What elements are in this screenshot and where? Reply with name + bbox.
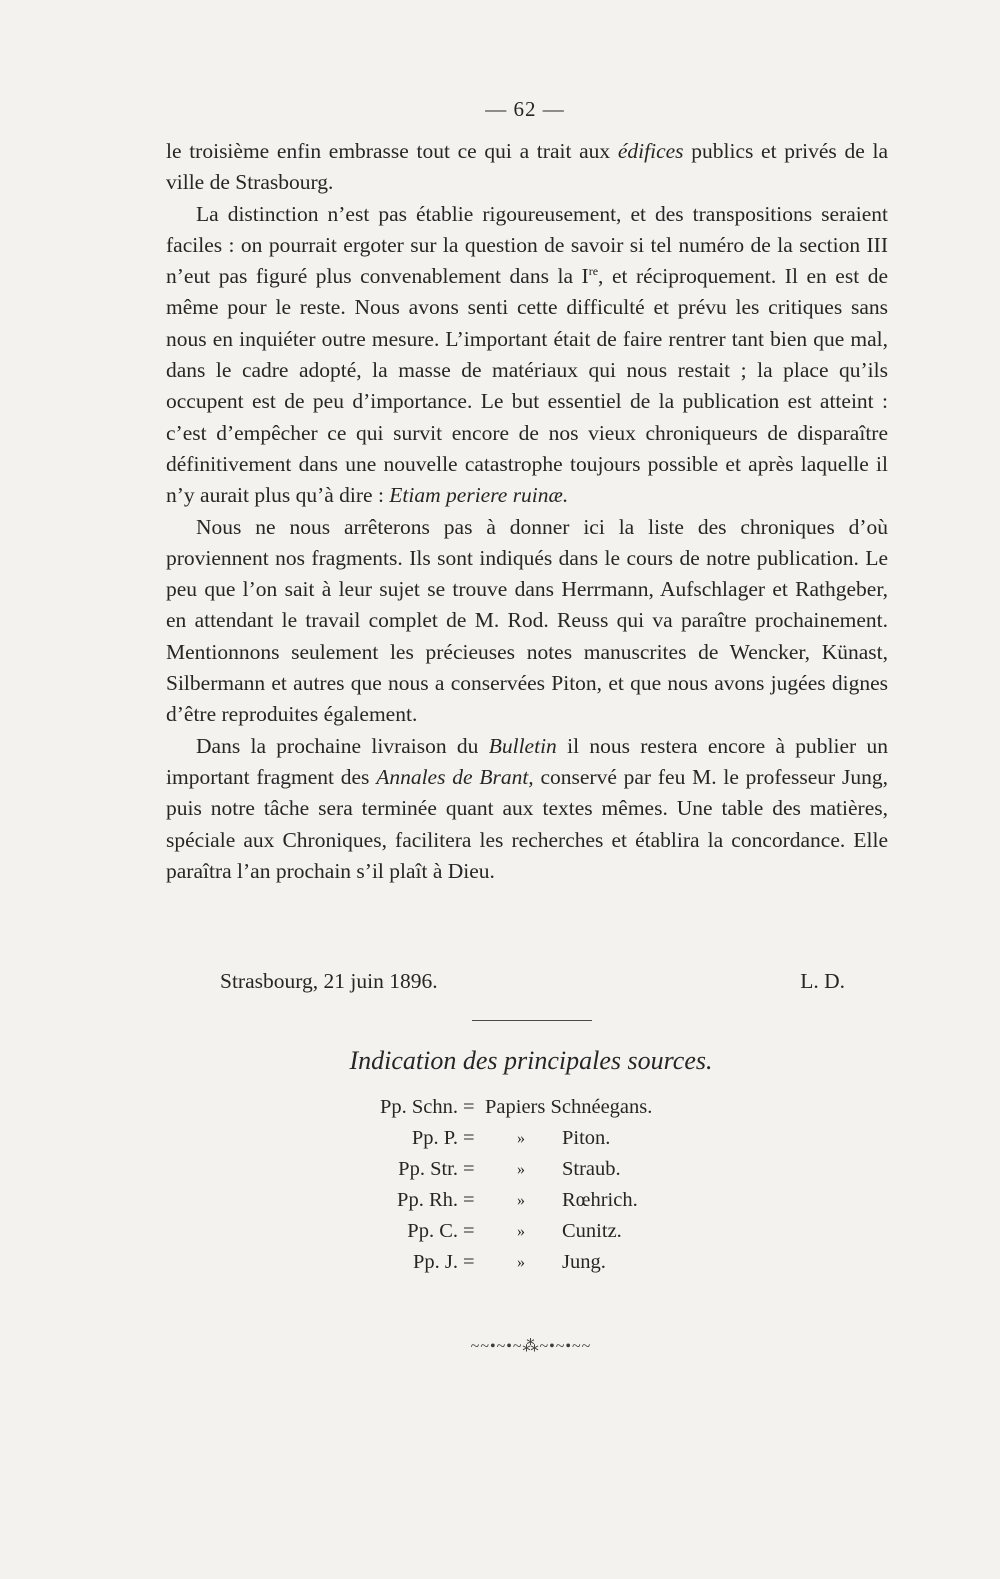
paragraph-1 <box>166 136 888 199</box>
source-abbreviation: Pp. Rh. <box>397 1189 458 1211</box>
italic-span: édifices <box>617 139 684 163</box>
text-run: le troisième enfin embrasse tout ce qui a trait aux <box>166 139 618 163</box>
source-ditto-mark: » <box>517 1223 525 1240</box>
text-run: il nous restera encore à publier un important fragment des <box>166 733 888 789</box>
source-abbreviation: Pp. Schn. <box>379 1096 458 1118</box>
source-row <box>0 1251 1000 1282</box>
paragraph-2 <box>166 199 888 512</box>
text-run: , et réciproquement. Il en est de même pour le reste. Nous avons senti cette difficulté et prévu les critiques sans nous en inquiéter outre mesure. L’important était de faire rentrer tant bien que mal, dans le cadre adopté, la masse de matériaux qui nous restait ; la place qu’ils occupent est de peu d’importance. Le but essentiel de la publication est atteint : c’est d’empêcher ce qui survit encore de nos vieux chroniqueurs de disparaître définitivement dans une nouvelle catastrophe toujours possible et après laquelle il n’y aurait plus qu’à dire : <box>166 264 888 508</box>
text-run: La distinction n’est pas établie rigoureusement, et des transpositions seraient faciles : on pourrait ergoter sur la question de savoir si tel numéro de la section III n’eut pas figuré plus convenablement dans la I <box>166 201 888 289</box>
source-row <box>0 1220 1000 1251</box>
source-ditto-mark: » <box>517 1130 525 1147</box>
italic-span: Bulletin <box>488 733 557 758</box>
source-row <box>0 1189 1000 1220</box>
source-ditto-mark: » <box>517 1254 525 1271</box>
source-name: Papiers Schnéegans. <box>485 1096 653 1118</box>
source-name: Cunitz. <box>562 1220 622 1242</box>
superscript: re <box>588 264 599 279</box>
text-run: publics et privés de la ville de Strasbourg. <box>166 139 889 195</box>
paragraph-4 <box>166 731 888 887</box>
signature-initials: L. D. <box>800 969 845 993</box>
text-run: conservé par feu M. le professeur Jung, puis notre tâche sera terminée quant aux textes mêmes. Une table des matières, spéciale aux Chroniques, facilitera les recherches et établira la concordance. Elle paraîtra l’an prochain s’il plaît à Dieu. <box>166 764 888 883</box>
sources-title: Indication des principales sources. <box>349 1046 713 1075</box>
signature-line <box>220 969 845 994</box>
separator-rule <box>472 1020 592 1021</box>
source-abbreviation: Pp. Str. <box>398 1158 458 1180</box>
source-equals: = <box>463 1127 475 1149</box>
source-equals: = <box>463 1251 475 1273</box>
source-abbreviation: Pp. J. <box>412 1251 458 1273</box>
signature-place-date: Strasbourg, 21 juin 1896. <box>220 969 438 993</box>
tailpiece-ornament: ~~•~•~⁂~•~•~~ <box>470 1338 592 1355</box>
source-name: Rœhrich. <box>562 1189 638 1211</box>
italic-span: Annales de Brant, <box>376 764 534 789</box>
source-abbreviation: Pp. C. <box>407 1220 458 1242</box>
source-equals: = <box>463 1220 475 1242</box>
source-row <box>0 1158 1000 1189</box>
source-ditto-mark: » <box>517 1161 525 1178</box>
source-equals: = <box>463 1189 475 1211</box>
page-number: — 62 — <box>485 97 565 121</box>
body-text <box>166 136 888 887</box>
source-ditto-mark: » <box>517 1192 525 1209</box>
source-abbreviation: Pp. P. <box>411 1127 458 1149</box>
source-row <box>0 1096 1000 1127</box>
italic-span: Etiam periere ruinæ. <box>389 483 569 508</box>
source-row <box>0 1127 1000 1158</box>
source-equals: = <box>463 1096 475 1118</box>
source-name: Jung. <box>562 1251 606 1273</box>
text-run: Nous ne nous arrêterons pas à donner ici la liste des chroniques d’où proviennent nos fragments. Ils sont indiqués dans le cours de notre publication. Le peu que l’on sait à leur sujet se trouve dans Herrmann, Aufschlager et Rathgeber, en attendant le travail complet de M. Rod. Reuss qui va paraître prochainement. Mentionnons seulement les précieuses notes manuscrites de Wencker, Künast, Silbermann et autres que nous a conservées Piton, et que nous avons jugées dignes d’être reproduites également. <box>166 514 888 727</box>
source-name: Piton. <box>562 1127 611 1149</box>
text-run: Dans la prochaine livraison du <box>196 733 489 758</box>
paragraph-3 <box>166 512 888 731</box>
source-equals: = <box>463 1158 475 1180</box>
source-name: Straub. <box>562 1158 621 1180</box>
sources-list <box>0 1096 1000 1282</box>
